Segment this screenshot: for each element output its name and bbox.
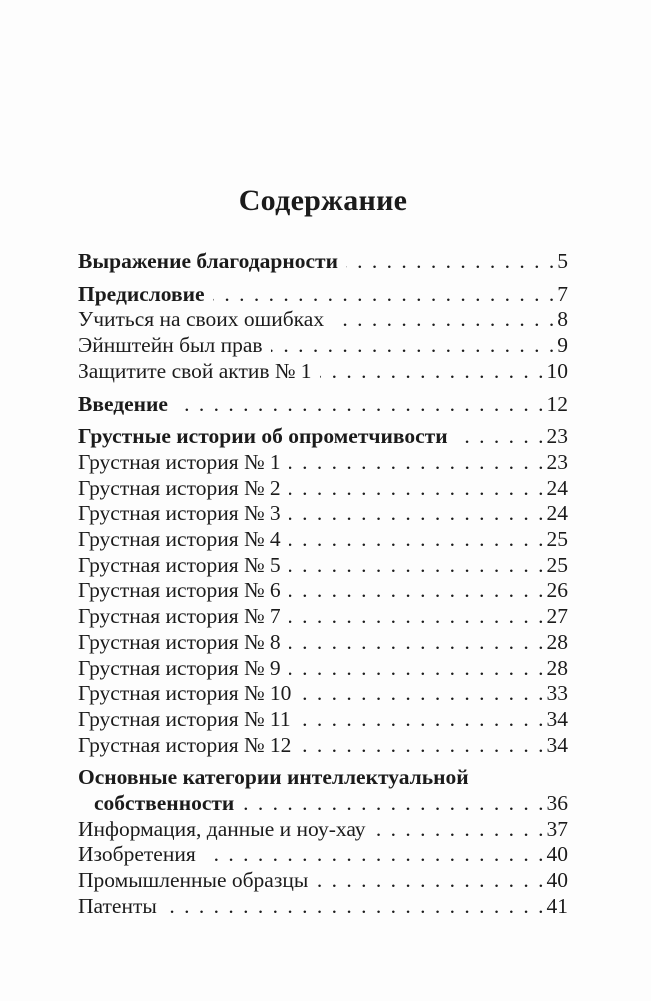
toc-entry-page-number: 37 <box>546 816 568 841</box>
toc-entry-page-number: 12 <box>546 391 568 416</box>
toc-entry-label: Информация, данные и ноу-хау <box>78 816 366 841</box>
dot-leader <box>346 249 556 275</box>
dot-leader <box>289 501 546 527</box>
toc-entry-page-number: 28 <box>546 629 568 654</box>
dot-leader <box>289 553 546 579</box>
dot-leader <box>289 630 546 656</box>
toc-entry-page-number: 33 <box>546 681 568 706</box>
toc-entry <box>78 392 568 418</box>
toc-entry-page-number: 40 <box>546 842 568 867</box>
toc-entry-page-number: 27 <box>546 604 568 629</box>
toc-entry <box>78 333 568 359</box>
dot-leader <box>289 656 546 682</box>
toc-entry <box>78 359 568 385</box>
toc-entry-page-number: 40 <box>546 868 568 893</box>
toc-entry-label: Патенты <box>78 893 157 918</box>
dot-leader <box>374 817 546 843</box>
toc-entry-label: Грустная история № 3 <box>78 501 281 526</box>
toc-entry-label: Защитите свой актив № 1 <box>78 358 312 383</box>
toc-entry-page-number: 34 <box>546 706 568 731</box>
toc-entry <box>78 476 568 502</box>
toc-entry-label: Выражение благодарности <box>78 249 338 273</box>
toc-entry <box>78 307 568 333</box>
dot-leader <box>176 392 546 418</box>
toc-entry-label: Учиться на своих ошибках <box>78 307 325 332</box>
toc-entry-page-number: 25 <box>546 527 568 552</box>
dot-leader <box>299 681 545 707</box>
toc-entry-page-number: 28 <box>546 655 568 680</box>
toc-entry-label: Грустная история № 7 <box>78 604 281 629</box>
toc-entry <box>78 656 568 682</box>
dot-leader <box>271 333 557 359</box>
dot-leader <box>456 424 546 450</box>
toc-entry <box>78 707 568 733</box>
toc-entry <box>78 450 568 476</box>
dot-leader <box>332 307 556 333</box>
toc-list <box>78 249 568 920</box>
toc-entry <box>78 842 568 868</box>
toc-entry <box>78 501 568 527</box>
toc-entry-page-number: 24 <box>546 475 568 500</box>
toc-entry <box>78 733 568 759</box>
dot-leader <box>299 707 546 733</box>
dot-leader <box>289 450 546 476</box>
toc-entry-page-number: 10 <box>546 358 568 383</box>
dot-leader <box>213 282 557 308</box>
toc-entry-page-number: 25 <box>546 552 568 577</box>
toc-entry-page-number: 5 <box>557 249 568 273</box>
toc-entry-label: Предисловие <box>78 281 205 306</box>
dot-leader <box>289 578 546 604</box>
dot-leader <box>289 476 546 502</box>
toc-entry-label: Грустная история № 6 <box>78 578 281 603</box>
toc-entry <box>78 527 568 553</box>
toc-entry-label: Грустные истории об опрометчивости <box>78 424 448 449</box>
toc-entry <box>78 817 568 843</box>
toc-entry-label: собственности <box>94 791 235 816</box>
dot-leader <box>316 868 545 894</box>
toc-entry-page-number: 23 <box>546 424 568 449</box>
dot-leader <box>204 842 546 868</box>
toc-entry-page-number: 24 <box>546 501 568 526</box>
toc-entry-page-number: 23 <box>546 449 568 474</box>
toc-entry-label: Эйнштейн был прав <box>78 333 263 358</box>
toc-entry <box>78 791 568 817</box>
toc-entry-label: Грустная история № 12 <box>78 732 292 757</box>
toc-entry-label: Грустная история № 4 <box>78 527 281 552</box>
toc-entry-label: Грустная история № 1 <box>78 449 281 474</box>
toc-entry-label: Грустная история № 11 <box>78 706 291 731</box>
toc-entry <box>78 868 568 894</box>
toc-entry-label: Грустная история № 8 <box>78 629 281 654</box>
toc-entry-label: Грустная история № 5 <box>78 552 281 577</box>
toc-entry <box>78 424 568 450</box>
dot-leader <box>165 894 546 920</box>
toc-entry-label: Промышленные образцы <box>78 868 309 893</box>
toc-entry-label: Грустная история № 9 <box>78 655 281 680</box>
dot-leader <box>299 733 545 759</box>
toc-entry-page-number: 9 <box>557 333 568 358</box>
toc-entry-page-number: 34 <box>546 732 568 757</box>
toc-entry-label: Изобретения <box>78 842 196 867</box>
toc-entry-page-number: 26 <box>546 578 568 603</box>
toc-entry-page-number: 8 <box>557 307 568 332</box>
toc-entry-label: Грустная история № 2 <box>78 475 281 500</box>
dot-leader <box>289 527 546 553</box>
toc-entry <box>78 578 568 604</box>
toc-entry <box>78 553 568 579</box>
dot-leader <box>289 604 546 630</box>
dot-leader <box>320 359 546 385</box>
toc-entry-label: Введение <box>78 391 168 416</box>
toc-entry-label: Основные категории интеллектуальной <box>78 765 469 790</box>
toc-entry-page-number: 41 <box>546 893 568 918</box>
toc-entry <box>78 630 568 656</box>
toc-entry-label: Грустная история № 10 <box>78 681 292 706</box>
toc-entry-page-number: 36 <box>546 791 568 816</box>
toc-entry <box>78 249 568 275</box>
toc-entry <box>78 894 568 920</box>
toc-entry <box>78 282 568 308</box>
page-title: Содержание <box>238 184 408 217</box>
toc-entry <box>78 765 568 791</box>
toc-entry <box>78 681 568 707</box>
toc-entry-page-number: 7 <box>557 281 568 306</box>
toc-entry <box>78 604 568 630</box>
dot-leader <box>242 791 545 817</box>
